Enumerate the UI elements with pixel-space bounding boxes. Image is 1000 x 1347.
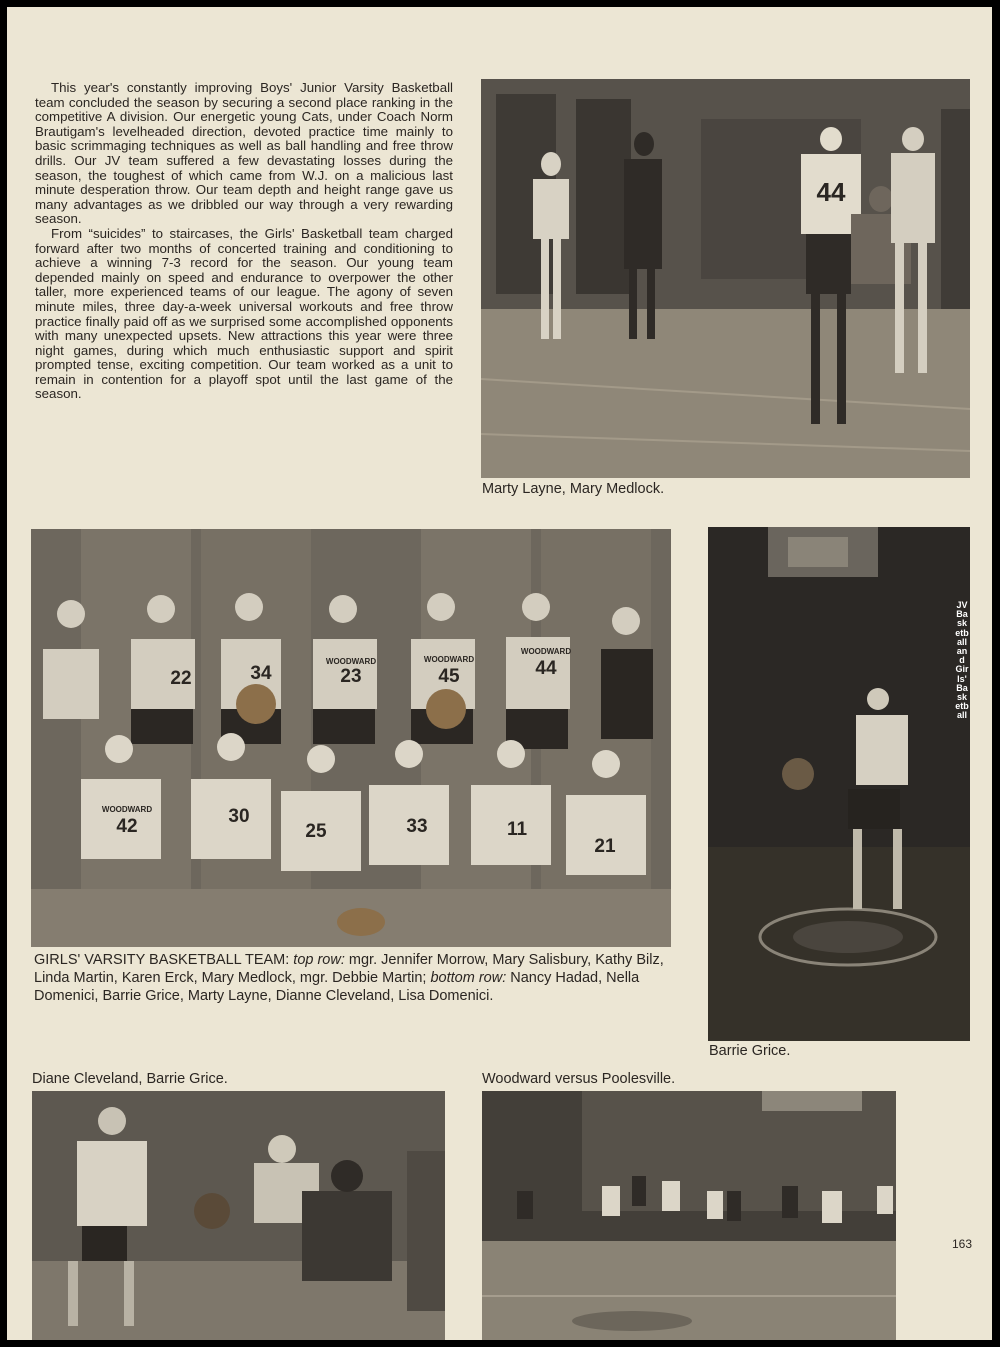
photo-gym-game [482,1091,896,1340]
article-paragraph-girls: From “suicides” to staircases, the Girls' Basketball team charged forward after two months of concerted training and conditioning to achieve a winning 7-3 record for the season. Our young team depended mainly on speed and endurance to overpower the other taller, more experienced teams of our league. The agony of seven minute miles, three day-a-week universal workouts and free throw practice finally paid off as we surprised some accomplished opponents with many unexpected upsets. New attractions this year were three night games, during which much enthusiastic support and spirit prompted tense, exciting competition. Our team worked as a unit to remain in contention for a playoff spot until the last game of the season. [35,225,453,402]
caption-practice: Marty Layne, Mary Medlock. [482,481,665,497]
photo-team-portrait [31,529,671,947]
jersey-number: 45 [438,666,460,687]
caption-woodward-poolesville: Woodward versus Poolesville. [482,1071,676,1087]
jersey-text: WOODWARD [325,657,377,666]
jersey-number: 21 [594,836,616,857]
photo-practice [481,79,970,478]
jersey-text: WOODWARD [520,647,572,656]
jersey-text: WOODWARD [423,655,475,664]
practice-jersey-number: 44 [816,177,846,207]
jersey-number: 22 [170,668,192,689]
team-caption [34,951,674,1005]
team-caption-top-row-names: mgr. Jennifer Morrow, Mary Salisbury, Kathy Bilz, Linda Martin, Karen Erck, Mary Medlock, mgr. Debbie Martin; [34,952,664,986]
yearbook-page [7,7,992,1340]
team-caption-bottom-row-label: bottom row: [430,970,507,986]
article-paragraph-boys-jv: This year's constantly improving Boys' Junior Varsity Basketball team concluded the season by securing a second place ranking in the competitive A division. Our energetic young Cats, under Coach Norm Brautigam's levelheaded direction, devoted practice time mainly to basic scrimmaging techniques as well as ball handling and free throw drills. Our JV team suffered a few devastating losses during the season, the toughest of which came from W.J. on a malicious last minute desperation throw. Our team depth and height range gave us many advantages as we dribbled our way through a very rewarding season. [35,80,453,227]
jersey-number: 23 [340,666,362,687]
photo-barrie-grice [708,527,970,1041]
team-caption-bottom-row-names: Nancy Hadad, Nella Domenici, Barrie Grice, Marty Layne, Dianne Cleveland, Lisa Domenici. [34,970,640,1004]
jersey-number: 42 [116,816,138,837]
caption-cleveland-grice: Diane Cleveland, Barrie Grice. [32,1071,228,1087]
jersey-text: WOODWARD [101,805,153,814]
team-caption-heading: GIRLS' VARSITY BASKETBALL TEAM: [34,952,290,968]
page-number: 163 [952,1237,973,1251]
jersey-number: 34 [250,663,272,684]
jersey-number: 44 [535,658,557,679]
jersey-number: 11 [506,819,528,840]
caption-barrie-grice: Barrie Grice. [709,1043,791,1059]
article-text [35,81,453,402]
side-label: JV Basketball and Girls' Basketball [955,600,969,721]
team-caption-top-row-label: top row: [293,952,345,968]
photo-game-action [32,1091,445,1340]
jersey-number: 25 [305,821,327,842]
jersey-number: 30 [228,806,250,827]
jersey-number: 33 [406,816,428,837]
